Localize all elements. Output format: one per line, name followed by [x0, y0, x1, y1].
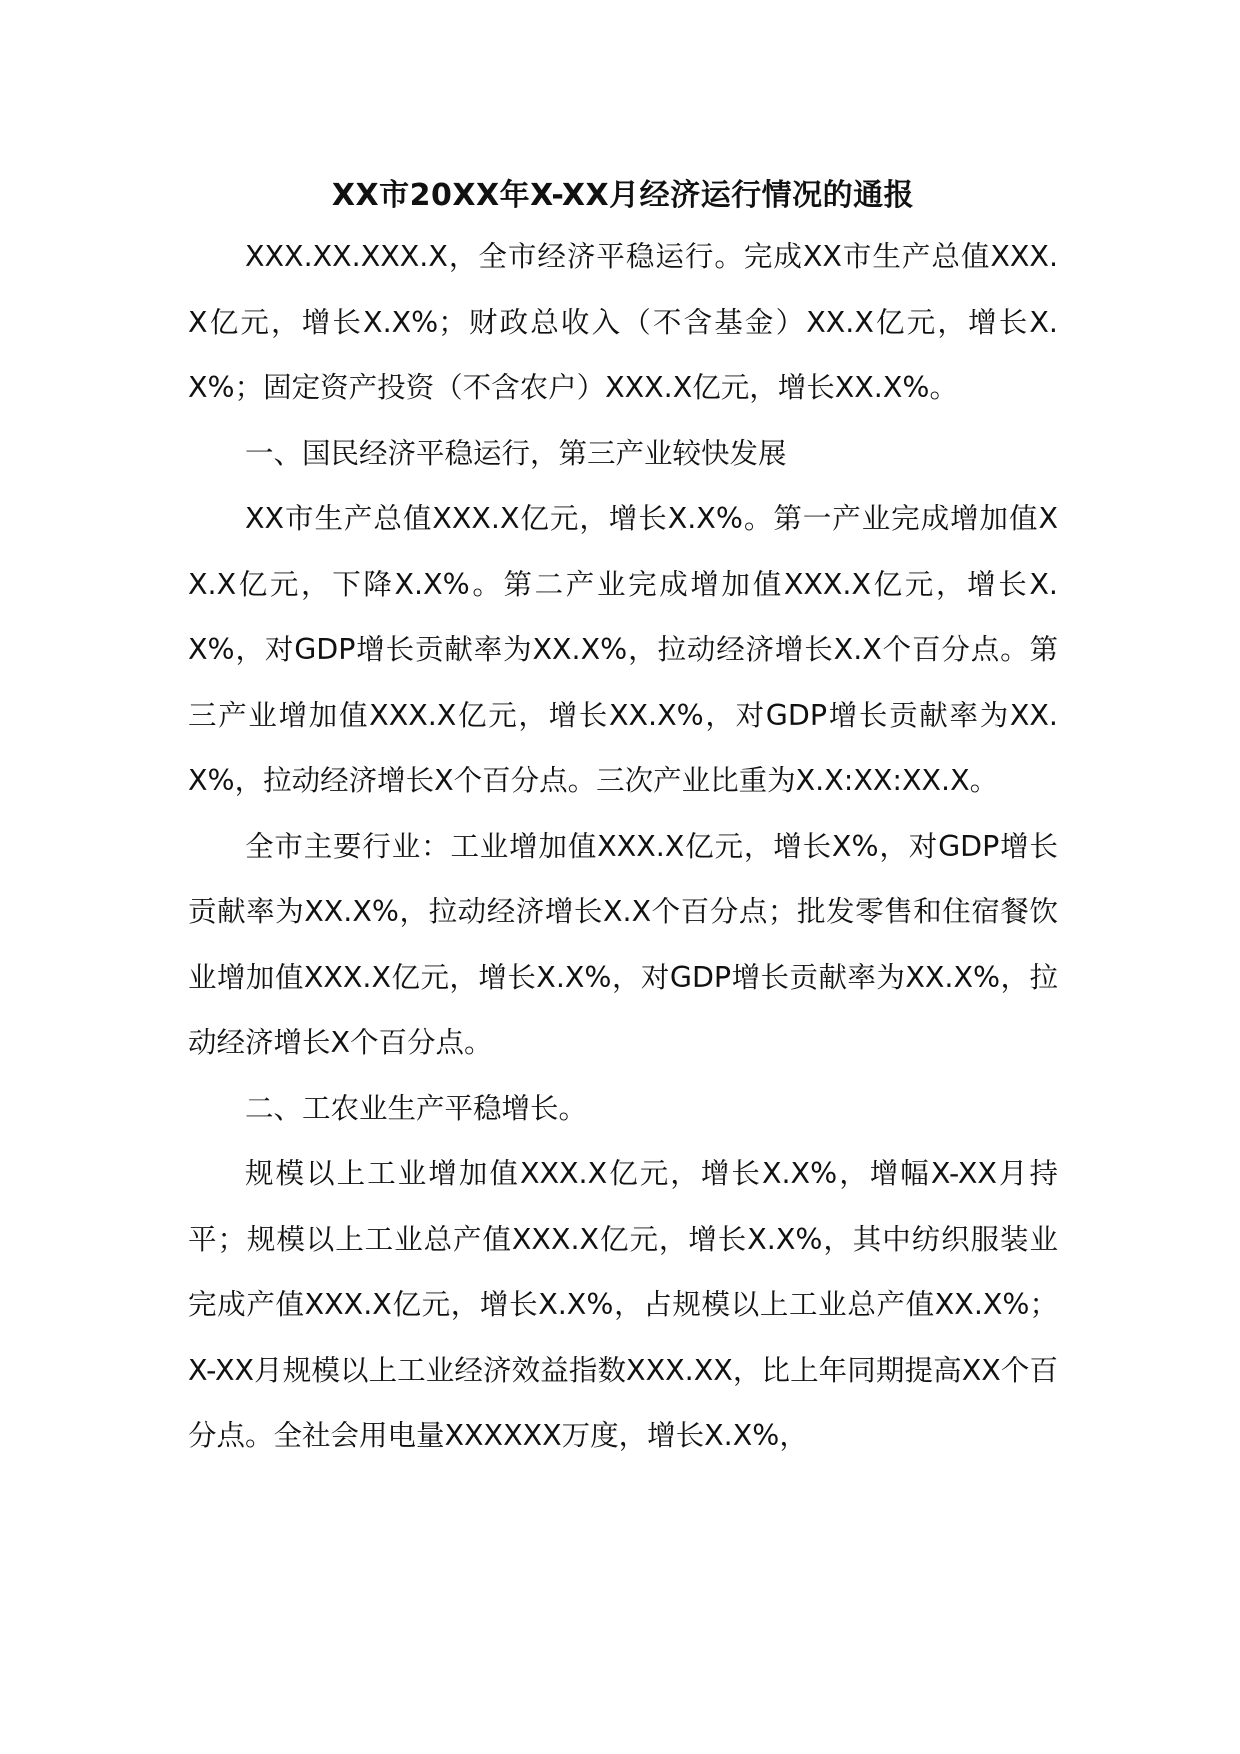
section-heading-1: 一、国民经济平稳运行，第三产业较快发展: [245, 436, 787, 470]
paragraph-gdp: XX市生产总值XXX.X亿元，增长X.X%。第一产业完成增加值XX.X亿元，下降X.X%。第二产业完成增加值XXX.X亿元，增长X.X%，对GDP增长贡献率为XX.X%，拉动经济增长X.X个百分点。第三产业增加值XXX.X亿元，增长XX.X%，对GDP增长贡献率为XX.X%，拉动经济增长X个百分点。三次产业比重为X.X:XX:XX.X。: [188, 502, 1058, 797]
document-title: XX市20XX年X-XX月经济运行情况的通报: [331, 178, 915, 213]
section-heading-2: 二、工农业生产平稳增长。: [245, 1091, 588, 1125]
paragraph-industries: 全市主要行业：工业增加值XXX.X亿元，增长X%，对GDP增长贡献率为XX.X%，拉动经济增长X.X个百分点；批发零售和住宿餐饮业增加值XXX.X亿元，增长X.X%，对GDP增长贡献率为XX.X%，拉动经济增长X个百分点。: [188, 829, 1058, 1059]
paragraph-industrial-production: 规模以上工业增加值XXX.X亿元，增长X.X%，增幅X-XX月持平；规模以上工业总产值XXX.X亿元，增长X.X%，其中纺织服装业完成产值XXX.X亿元，增长X.X%，占规模以上工业总产值XX.X%；X-XX月规模以上工业经济效益指数XXX.XX，比上年同期提高XX个百分点。全社会用电量XXXXXX万度，增长X.X%，: [188, 1157, 1058, 1452]
paragraph-intro: XXX.XX.XXX.X，全市经济平稳运行。完成XX市生产总值XXX.X亿元，增长X.X%；财政总收入（不含基金）XX.X亿元，增长X.X%；固定资产投资（不含农户）XXX.X亿元，增长XX.X%。: [188, 240, 1058, 404]
document-page: [188, 168, 1058, 1469]
